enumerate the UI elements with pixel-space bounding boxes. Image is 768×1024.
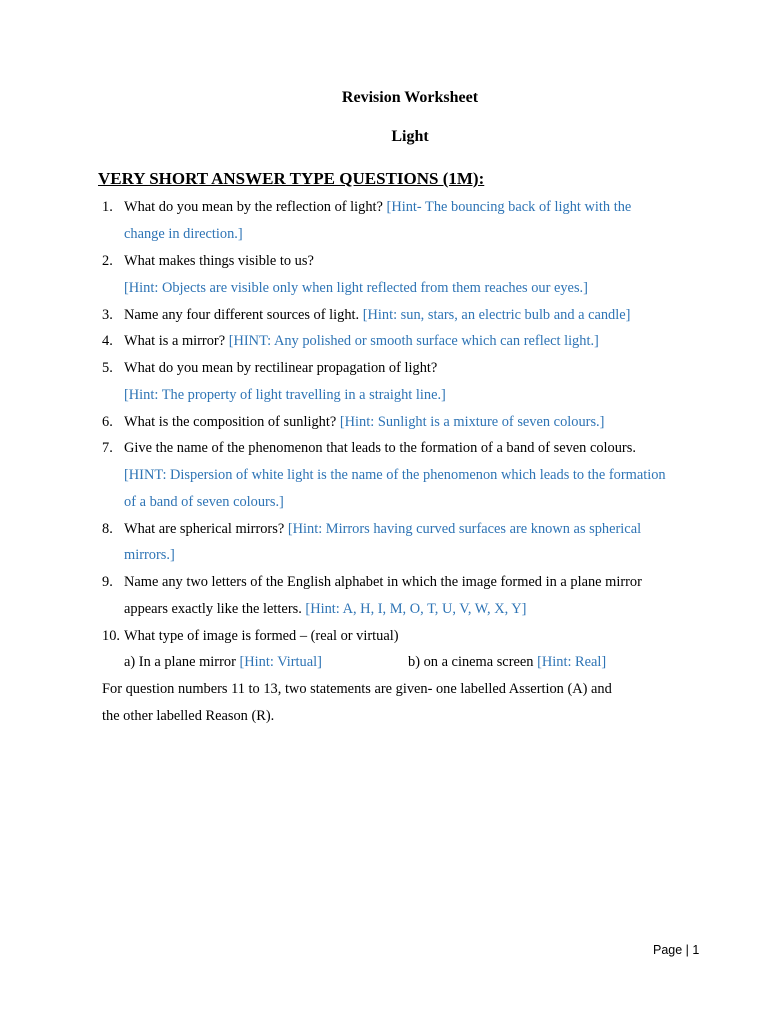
question-number: 6. bbox=[102, 414, 113, 430]
question-text: Give the name of the phenomenon that leads to the formation of a band of seven colours. bbox=[124, 440, 636, 456]
hint-text: mirrors.] bbox=[124, 547, 175, 563]
question-text: What is a mirror? bbox=[124, 333, 229, 349]
hint-text: [Hint: Real] bbox=[537, 654, 607, 670]
question-6 bbox=[124, 412, 604, 432]
question-text: What type of image is formed – (real or virtual) bbox=[124, 628, 399, 644]
question-3 bbox=[124, 305, 630, 325]
hint-text: [Hint- The bouncing back of light with the bbox=[386, 199, 632, 215]
question-8 bbox=[124, 519, 641, 539]
question-text: What do you mean by the reflection of light? bbox=[124, 199, 387, 215]
question-number: 9. bbox=[102, 574, 113, 590]
hint-text: [Hint: Virtual] bbox=[239, 654, 322, 670]
page-number: Page | 1 bbox=[653, 943, 700, 957]
question-number: 1. bbox=[102, 199, 113, 215]
question-text: What is the composition of sunlight? bbox=[124, 414, 340, 430]
question-text: What do you mean by rectilinear propagation of light? bbox=[124, 360, 438, 376]
question-text: b) on a cinema screen bbox=[408, 654, 538, 670]
question-1 bbox=[124, 197, 631, 217]
hint-text: [Hint: Sunlight is a mixture of seven colours.] bbox=[339, 414, 605, 430]
question-number: 10. bbox=[102, 628, 120, 644]
page-title: Revision Worksheet bbox=[341, 89, 479, 106]
instruction-text: For question numbers 11 to 13, two statements are given- one labelled Assertion (A) and bbox=[102, 681, 612, 697]
hint-text: of a band of seven colours.] bbox=[124, 494, 284, 510]
question-text: Name any four different sources of light. bbox=[124, 307, 363, 323]
question-text: a) In a plane mirror bbox=[124, 654, 240, 670]
question-4 bbox=[124, 331, 599, 351]
hint-text: [Hint: sun, stars, an electric bulb and a candle] bbox=[362, 307, 631, 323]
question-text: What are spherical mirrors? bbox=[124, 521, 288, 537]
hint-text: [HINT: Dispersion of white light is the name of the phenomenon which leads to the formation bbox=[124, 467, 666, 483]
page-subtitle: Light bbox=[391, 128, 429, 145]
question-text: appears exactly like the letters. bbox=[124, 601, 306, 617]
question-number: 5. bbox=[102, 360, 113, 376]
question-number: 4. bbox=[102, 333, 113, 349]
question-number: 3. bbox=[102, 307, 113, 323]
question-9-line-2 bbox=[124, 599, 526, 619]
hint-text: change in direction.] bbox=[124, 226, 243, 242]
question-number: 8. bbox=[102, 521, 113, 537]
section-heading: VERY SHORT ANSWER TYPE QUESTIONS (1M): bbox=[98, 169, 485, 188]
instruction-text: the other labelled Reason (R). bbox=[102, 708, 275, 724]
hint-text: [Hint: Mirrors having curved surfaces are known as spherical bbox=[287, 521, 642, 537]
question-10-part-b bbox=[408, 652, 606, 672]
question-number: 7. bbox=[102, 440, 113, 456]
question-text: What makes things visible to us? bbox=[124, 253, 314, 269]
hint-text: [Hint: Objects are visible only when light reflected from them reaches our eyes.] bbox=[124, 280, 588, 296]
question-text: Name any two letters of the English alphabet in which the image formed in a plane mirror bbox=[124, 574, 642, 590]
hint-text: [Hint: The property of light travelling in a straight line.] bbox=[124, 387, 446, 403]
question-number: 2. bbox=[102, 253, 113, 269]
question-10-part-a bbox=[124, 652, 322, 672]
hint-text: [Hint: A, H, I, M, O, T, U, V, W, X, Y] bbox=[305, 601, 527, 617]
hint-text: [HINT: Any polished or smooth surface which can reflect light.] bbox=[228, 333, 599, 349]
